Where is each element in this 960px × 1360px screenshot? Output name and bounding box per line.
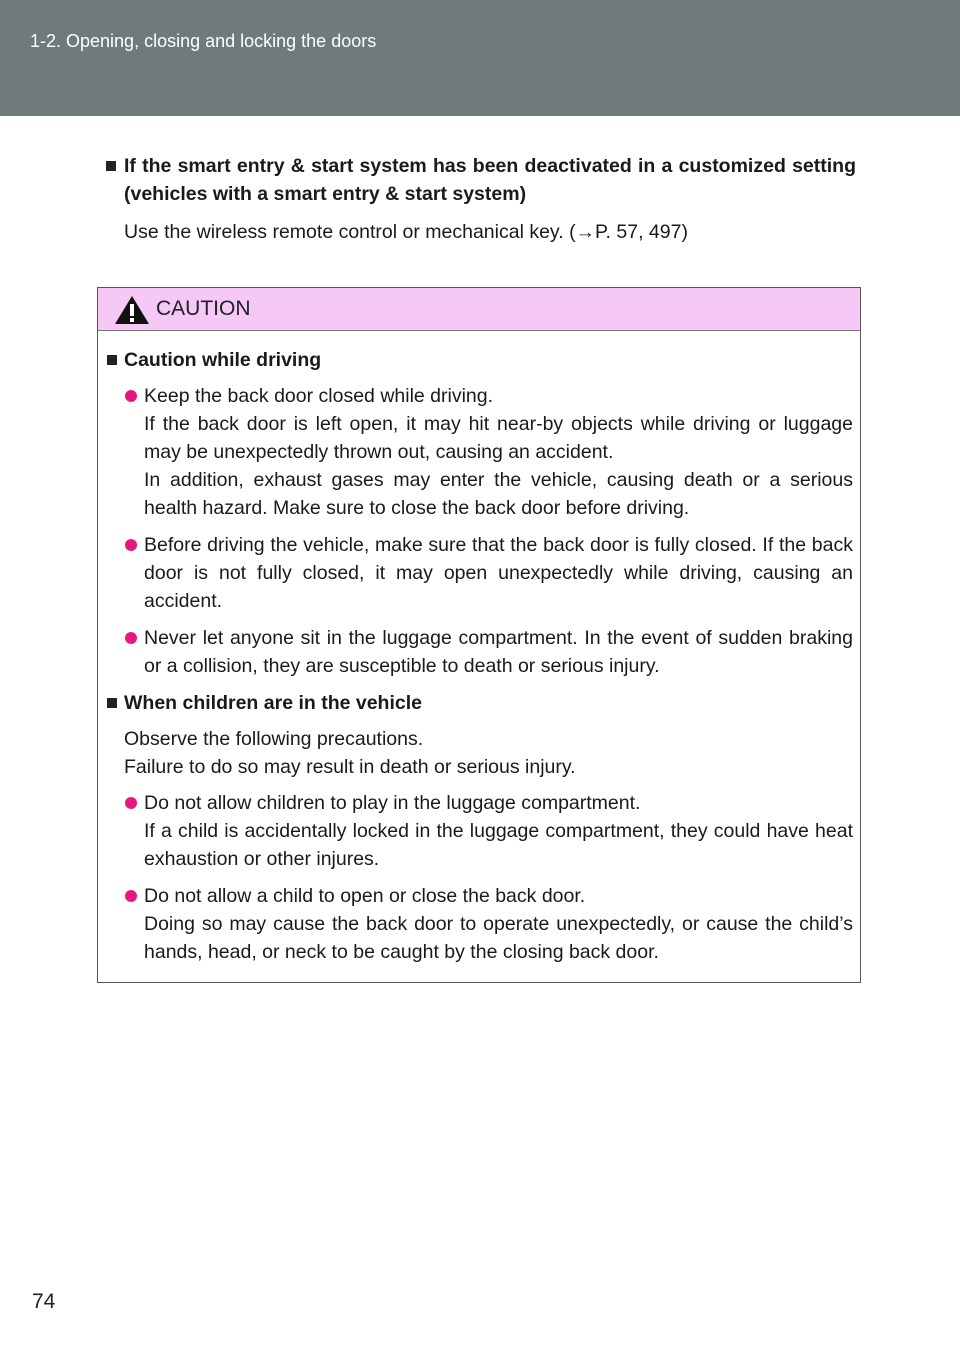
square-bullet-icon [107, 698, 117, 708]
square-bullet-icon [107, 355, 117, 365]
dot-bullet-icon [125, 390, 137, 402]
page-number: 74 [32, 1290, 56, 1313]
list-item: Keep the back door closed while driving. If the back door is left open, it may hit near-by objects while driving or luggage may be unexpectedly thrown out, causing an accident. In addition, exhaust gases may enter the vehicle, causing death or a serious health hazard. Make sure to close the back door before driving. [107, 382, 853, 522]
list-item: Never let anyone sit in the luggage compartment. In the event of sudden braking or a collision, they are susceptible to death or serious injury. [107, 624, 853, 680]
intro-section [106, 152, 856, 246]
caution-text: Observe the following precautions. Failure to do so may result in death or serious injury. [124, 728, 576, 778]
header-band [0, 0, 960, 116]
list-item: Do not allow children to play in the luggage compartment. If a child is accidentally locked in the luggage compartment, they could have heat exhaustion or other injures. [107, 789, 853, 873]
list-item: Do not allow a child to open or close the back door. Doing so may cause the back door to operate unexpectedly, or cause the child’s hands, head, or neck to be caught by the closing back door. [107, 882, 853, 966]
caution-subheading: Caution while driving [107, 346, 853, 374]
caution-header [98, 288, 860, 331]
dot-bullet-icon [125, 632, 137, 644]
dot-bullet-icon [125, 890, 137, 902]
caution-subheading: When children are in the vehicle [107, 689, 853, 717]
list-item: Before driving the vehicle, make sure that the back door is fully closed. If the back door is not fully closed, it may open unexpectedly while driving, causing an accident. [107, 531, 853, 615]
intro-heading: If the smart entry & start system has been deactivated in a customized setting (vehicles with a smart entry & start system) [106, 152, 856, 208]
caution-title: CAUTION [156, 297, 251, 320]
section-title: 1-2. Opening, closing and locking the doors [30, 31, 377, 51]
warning-triangle-icon [114, 295, 150, 325]
dot-bullet-icon [125, 539, 137, 551]
intro-body: Use the wireless remote control or mechanical key. (→P. 57, 497) [124, 221, 688, 243]
caution-box [97, 287, 861, 983]
dot-bullet-icon [125, 797, 137, 809]
square-bullet-icon [106, 161, 116, 171]
caution-body [107, 346, 853, 975]
